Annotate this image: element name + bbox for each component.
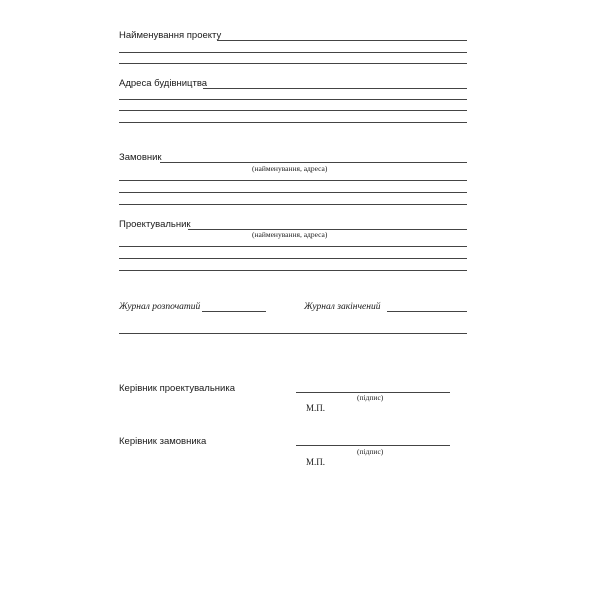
customer-line-3[interactable] <box>119 192 467 193</box>
designer-line-4[interactable] <box>119 270 467 271</box>
designer-field[interactable] <box>188 229 467 230</box>
designer-head-label: Керівник проектувальника <box>119 383 235 394</box>
journal-finished-field[interactable] <box>387 311 467 312</box>
project-name-line-2[interactable] <box>119 52 467 53</box>
project-name-line-3[interactable] <box>119 63 467 64</box>
construction-address-line-2[interactable] <box>119 99 467 100</box>
project-name-field[interactable] <box>217 40 467 41</box>
construction-address-line-3[interactable] <box>119 110 467 111</box>
construction-address-line-4[interactable] <box>119 122 467 123</box>
journal-finished-label: Журнал закінчений <box>304 302 381 312</box>
customer-line-4[interactable] <box>119 204 467 205</box>
construction-address-label: Адреса будівництва <box>119 78 208 89</box>
designer-line-3[interactable] <box>119 258 467 259</box>
journal-started-field[interactable] <box>202 311 266 312</box>
customer-head-signature-line[interactable] <box>296 445 450 446</box>
customer-label: Замовник <box>119 152 162 163</box>
project-name-label: Найменування проекту <box>119 30 222 41</box>
designer-head-signature-hint: (підпис) <box>357 393 384 402</box>
customer-field[interactable] <box>160 162 467 163</box>
construction-address-field[interactable] <box>203 88 467 89</box>
journal-started-label: Журнал розпочатий <box>119 302 201 312</box>
customer-head-label: Керівник замовника <box>119 436 207 447</box>
customer-head-stamp: М.П. <box>306 457 326 467</box>
journal-extra-line[interactable] <box>119 333 467 334</box>
customer-head-signature-hint: (підпис) <box>357 447 384 456</box>
designer-label: Проектувальник <box>119 219 191 230</box>
designer-hint: (найменування, адреса) <box>252 230 328 239</box>
customer-line-2[interactable] <box>119 180 467 181</box>
customer-hint: (найменування, адреса) <box>252 164 328 173</box>
designer-line-2[interactable] <box>119 246 467 247</box>
designer-head-stamp: М.П. <box>306 403 326 413</box>
